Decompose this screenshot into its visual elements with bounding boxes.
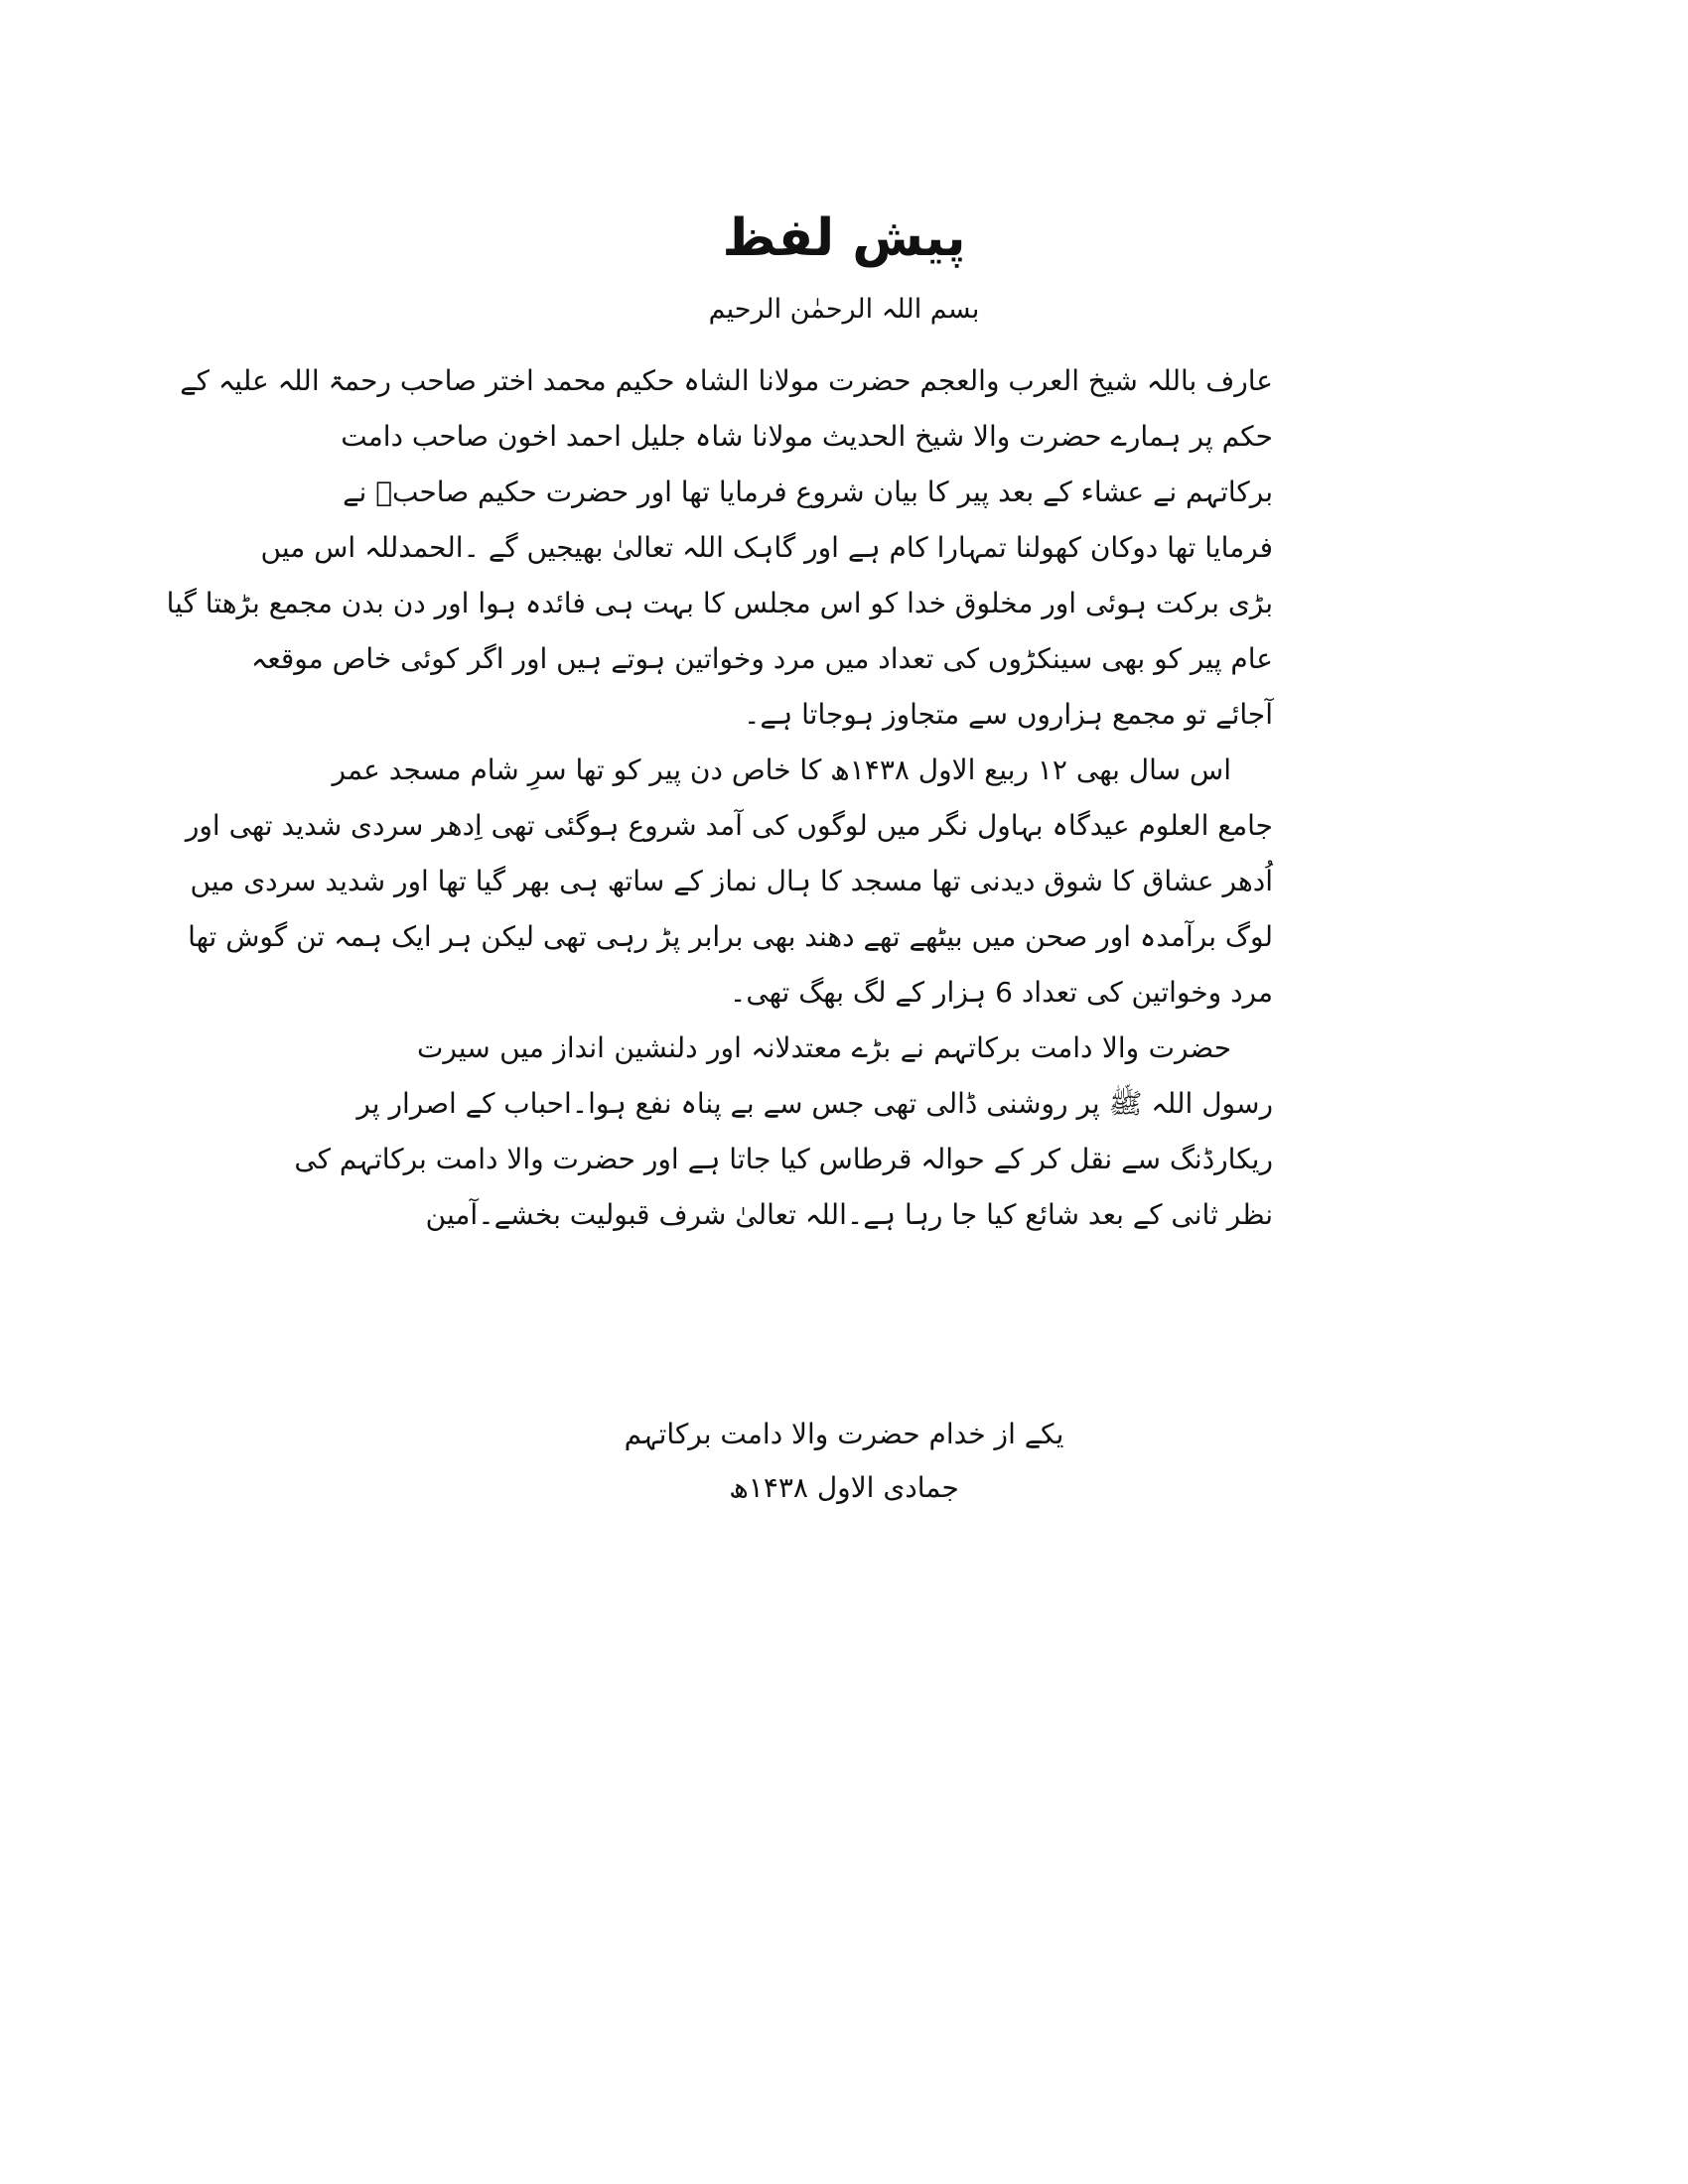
text-line: لوگ برآمدہ اور صحن میں بیٹھے تھے دھند بھی برابر پڑ رہی تھی لیکن ہر ایک ہمہ تن گوش تھا (188, 920, 1273, 953)
text-line: رسول اللہ ﷺ پر روشنی ڈالی تھی جس سے بے پناہ نفع ہوا۔احباب کے اصرار پر (356, 1087, 1273, 1120)
page-title: پیش لفظ (722, 208, 966, 268)
text-line: نظر ثانی کے بعد شائع کیا جا رہا ہے۔اللہ تعالیٰ شرف قبولیت بخشے۔آمین (425, 1198, 1273, 1231)
text-line: حضرت والا دامت برکاتہم نے بڑے معتدلانہ اور دلنشین انداز میں سیرت (417, 1031, 1231, 1064)
text-line: آجائے تو مجمع ہزاروں سے متجاوز ہوجاتا ہے۔ (744, 698, 1273, 731)
text-line: عام پیر کو بھی سینکڑوں کی تعداد میں مرد وخواتین ہوتے ہیں اور اگر کوئی خاص موقعہ (250, 642, 1273, 675)
signoff (0, 1408, 1688, 1515)
signoff-author: یکے از خدام حضرت والا دامت برکاتہم (624, 1418, 1064, 1450)
text-line: ریکارڈنگ سے نقل کر کے حوالہ قرطاس کیا جاتا ہے اور حضرت والا دامت برکاتہم کی (294, 1143, 1273, 1175)
text-line: اُدھر عشاق کا شوق دیدنی تھا مسجد کا ہال نماز کے ساتھ ہی بھر گیا تھا اور شدید سردی میں (190, 865, 1273, 897)
text-line: اس سال بھی ۱۲ ربیع الاول ۱۴۳۸ھ کا خاص دن پیر کو تھا سرِ شام مسجد عمر (332, 753, 1231, 786)
text-line: عارف باللہ شیخ العرب والعجم حضرت مولانا الشاہ حکیم محمد اختر صاحب رحمۃ اللہ علیہ کے (180, 364, 1273, 397)
signoff-date: جمادی الاول ۱۴۳۸ھ (729, 1471, 959, 1504)
text-line: جامع العلوم عیدگاہ بہاول نگر میں لوگوں کی آمد شروع ہوگئی تھی اِدھر سردی شدید تھی اور (185, 809, 1273, 842)
text-line: برکاتہم نے عشاء کے بعد پیر کا بیان شروع فرمایا تھا اور حضرت حکیم صاحبؒ نے (343, 476, 1273, 508)
text-line: مرد وخواتین کی تعداد 6 ہزار کے لگ بھگ تھی۔ (729, 976, 1273, 1009)
text-line: حکم پر ہمارے حضرت والا شیخ الحدیث مولانا شاہ جلیل احمد اخون صاحب دامت (341, 420, 1273, 453)
bismillah-line: بسم اللہ الرحمٰن الرحیم (708, 294, 980, 325)
text-line: فرمایا تھا دوکان کھولنا تمہارا کام ہے اور گاہک اللہ تعالیٰ بھیجیں گے ۔الحمدللہ اس میں (260, 531, 1273, 564)
body-text (166, 353, 1273, 1243)
text-line: بڑی برکت ہوئی اور مخلوق خدا کو اس مجلس کا بہت ہی فائدہ ہوا اور دن بدن مجمع بڑھتا گیا (166, 587, 1273, 619)
